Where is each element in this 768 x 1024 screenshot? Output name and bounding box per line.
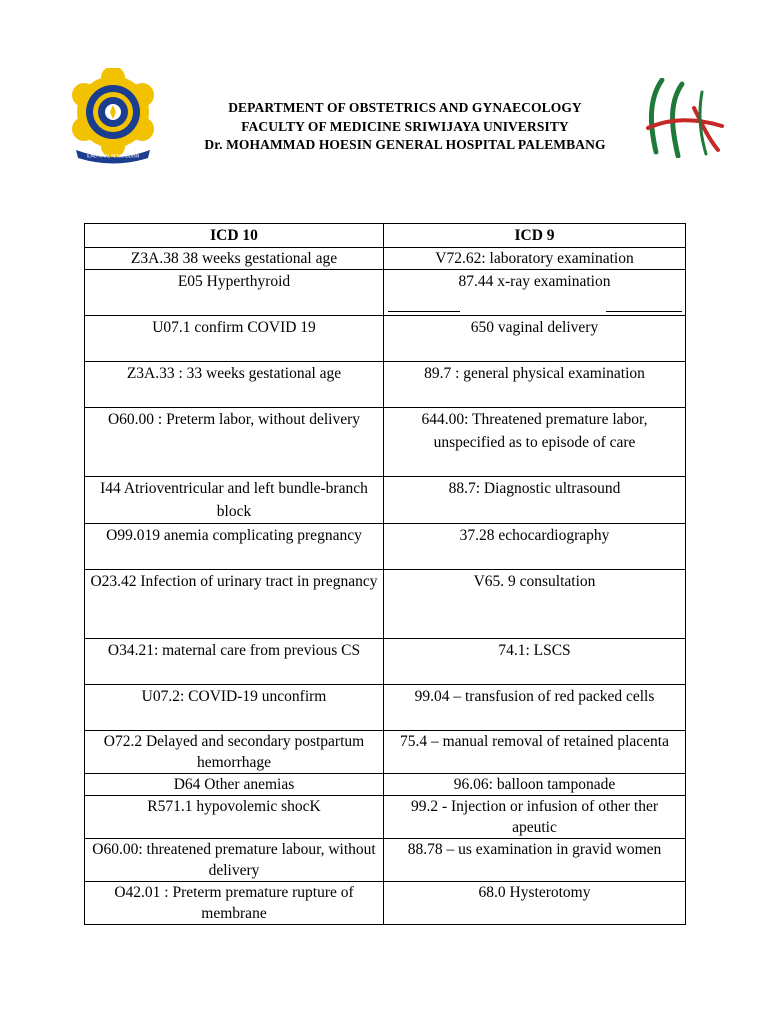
icd10-cell: E05 Hyperthyroid: [85, 270, 384, 316]
header-faculty: FACULTY OF MEDICINE SRIWIJAYA UNIVERSITY: [241, 118, 569, 134]
icd9-cell: V65. 9 consultation: [384, 570, 686, 639]
university-seal-icon: [66, 68, 160, 164]
icd10-cell: O42.01 : Preterm premature rupture of membrane: [85, 882, 384, 925]
icd9-cell: 99.2 - Injection or infusion of other ther apeutic: [384, 796, 686, 839]
icd-code-table: [84, 223, 686, 925]
icd10-cell: U07.2: COVID-19 unconfirm: [85, 685, 384, 731]
seal-banner-text: ILMU AMAL PENGABDIAN: [86, 153, 140, 159]
table-header-row: [85, 224, 686, 248]
hospital-logo-icon: [644, 78, 726, 158]
table-row: [85, 882, 686, 925]
header-department: DEPARTMENT OF OBSTETRICS AND GYNAECOLOGY: [228, 100, 582, 115]
table-row: [85, 477, 686, 524]
divider-line: [388, 311, 460, 312]
icd10-cell: O34.21: maternal care from previous CS: [85, 639, 384, 685]
icd9-cell: 99.04 – transfusion of red packed cells: [384, 685, 686, 731]
table-row: [85, 685, 686, 731]
icd9-cell: 74.1: LSCS: [384, 639, 686, 685]
icd9-cell: 87.44 x-ray examination: [384, 270, 686, 316]
icd10-cell: O60.00: threatened premature labour, without delivery: [85, 839, 384, 882]
icd9-cell: 68.0 Hysterotomy: [384, 882, 686, 925]
table-row: [85, 570, 686, 639]
header-icd10: ICD 10: [85, 224, 384, 248]
divider-line: [606, 311, 682, 312]
table-row: [85, 248, 686, 270]
icd9-cell: 644.00: Threatened premature labor, unspecified as to episode of care: [384, 408, 686, 477]
table-row: [85, 362, 686, 408]
header-icd9: ICD 9: [384, 224, 686, 248]
header-hospital: Dr. MOHAMMAD HOESIN GENERAL HOSPITAL PALEMBANG: [204, 137, 606, 152]
table-row: [85, 524, 686, 570]
table-row: [85, 316, 686, 362]
table-row: [85, 731, 686, 774]
table-row: [85, 839, 686, 882]
icd10-cell: O60.00 : Preterm labor, without delivery: [85, 408, 384, 477]
icd10-cell: O23.42 Infection of urinary tract in pregnancy: [85, 570, 384, 639]
icd10-cell: O99.019 anemia complicating pregnancy: [85, 524, 384, 570]
icd9-cell: 88.7: Diagnostic ultrasound: [384, 477, 686, 524]
icd9-cell: 96.06: balloon tamponade: [384, 774, 686, 796]
table-row: [85, 270, 686, 316]
icd9-cell: 75.4 – manual removal of retained placenta: [384, 731, 686, 774]
icd9-cell: 88.78 – us examination in gravid women: [384, 839, 686, 882]
icd10-cell: Z3A.38 38 weeks gestational age: [85, 248, 384, 270]
icd9-cell: 650 vaginal delivery: [384, 316, 686, 362]
table-row: [85, 796, 686, 839]
icd9-cell: V72.62: laboratory examination: [384, 248, 686, 270]
icd10-cell: O72.2 Delayed and secondary postpartum hemorrhage: [85, 731, 384, 774]
document-header: [170, 99, 640, 155]
icd10-cell: I44 Atrioventricular and left bundle-branch block: [85, 477, 384, 524]
icd10-cell: Z3A.33 : 33 weeks gestational age: [85, 362, 384, 408]
table-row: [85, 774, 686, 796]
table-row: [85, 408, 686, 477]
icd9-cell: 89.7 : general physical examination: [384, 362, 686, 408]
table-row: [85, 639, 686, 685]
icd9-cell: 37.28 echocardiography: [384, 524, 686, 570]
icd10-cell: R571.1 hypovolemic shocK: [85, 796, 384, 839]
icd10-cell: D64 Other anemias: [85, 774, 384, 796]
icd10-cell: U07.1 confirm COVID 19: [85, 316, 384, 362]
